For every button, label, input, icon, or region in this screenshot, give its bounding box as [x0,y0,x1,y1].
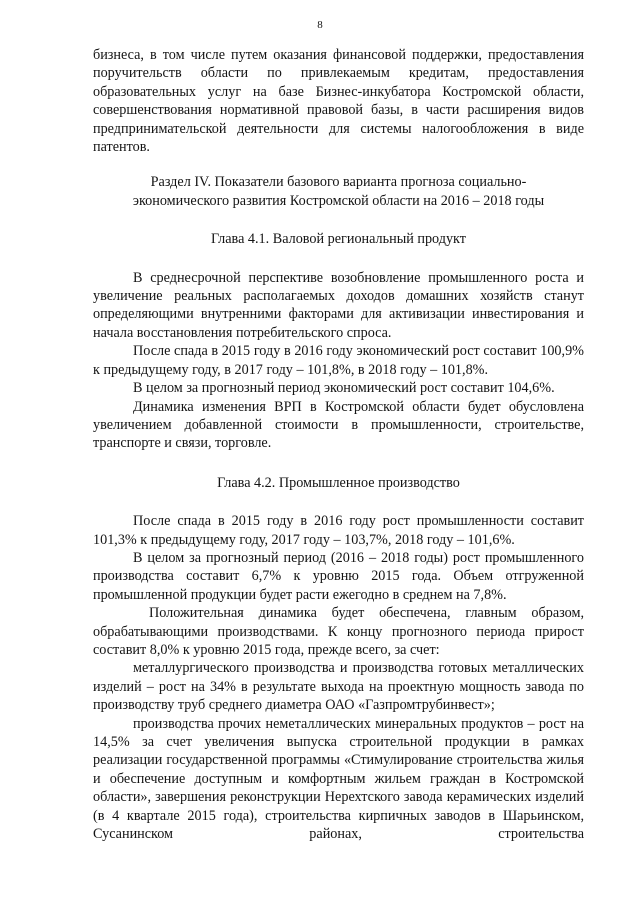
chapter-4-1-title: Глава 4.1. Валовой региональный продукт [211,231,466,248]
intro-paragraph: бизнеса, в том числе путем оказания финансовой поддержки, предоставления поручительств области по привлекаемым кредитам, предоставления образовательных услуг на базе Бизнес-инкубатора Костромской области, совершенствования нормативной правовой базы, в части расширения видов предпринимательской деятельности для системы налогообложения в виде патентов. [93,47,584,156]
section-heading [93,173,584,210]
paragraph: Положительная динамика будет обеспечена, главным образом, обрабатывающими производствами. К концу прогнозного периода прирост составит 8,0% к уровню 2015 года, прежде всего, за счет: [93,605,584,658]
document-body [93,46,584,843]
paragraph: Динамика изменения ВРП в Костромской области будет обусловлена увеличением добавленной стоимости в промышленности, строительстве, транспорте и связи, торговле. [93,398,584,452]
paragraph: После спада в 2015 году в 2016 году рост промышленности составит 101,3% к предыдущему году, 2017 году – 103,7%, 2018 году – 101,6%. [93,513,584,548]
paragraph: После спада в 2015 году в 2016 году экономический рост составит 100,9% к предыдущему году, в 2017 году – 101,8%, в 2018 году – 101,8%. [93,343,584,378]
paragraph: В целом за прогнозный период экономический рост составит 104,6%. [133,380,555,397]
paragraph: В целом за прогнозный период (2016 – 2018 годы) рост промышленного производства составит 6,7% к уровню 2015 года. Объем отгруженной промышленной продукции будет расти ежегодно в среднем на 7,8%. [93,549,584,603]
list-item: металлургического производства и производства готовых металлических изделий – рост на 34% в результате выхода на проектную мощность завода по производству труб среднего диаметра ОАО «Газпромтрубинвест»; [93,660,584,714]
section-heading-line-2: экономического развития Костромской области на 2016 – 2018 годы [132,192,545,209]
chapter-4-2-title: Глава 4.2. Промышленное производство [217,474,460,491]
section-heading-line-1: Раздел IV. Показатели базового варианта прогноза социально- [150,174,527,191]
list-item: производства прочих неметаллических минеральных продуктов – рост на 14,5% за счет увеличения выпуска строительной продукции в рамках реализации государственной программы «Стимулирование строительства жилья и обеспечение доступным и комфортным жильем граждан в Костромской области», завершения реконструкции Нерехтского завода керамических изделий (в 4 квартале 2015 года), строительства кирпичных заводов в Шарьинском, Сусанинском районах, строительства [93,715,584,843]
page-number: 8 [317,19,323,31]
paragraph: В среднесрочной перспективе возобновление промышленного роста и увеличение реальных располагаемых доходов домашних хозяйств станут определяющими внутренними факторами для активизации инвестирования и начала восстановления потребительского спроса. [93,269,584,341]
